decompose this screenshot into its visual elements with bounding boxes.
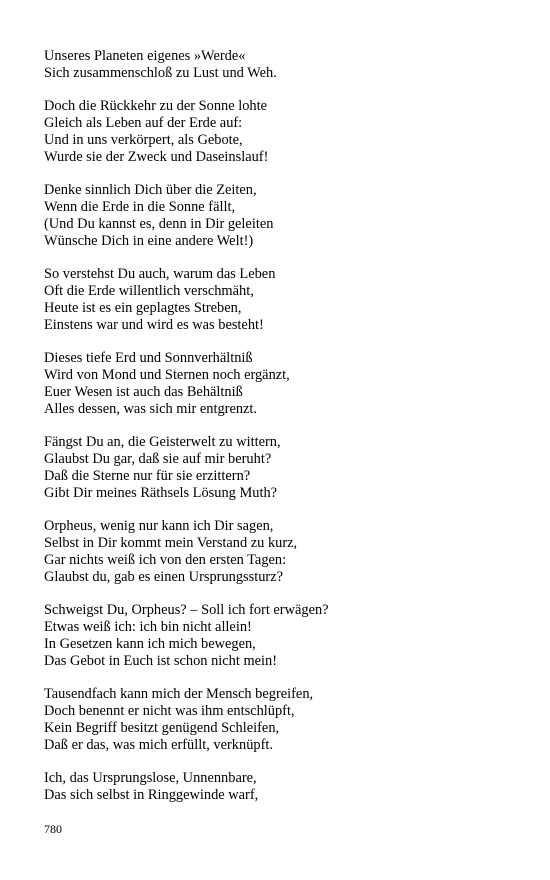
verse-line: Das sich selbst in Ringgewinde warf,	[44, 787, 259, 803]
verse-line: Heute ist es ein geplagtes Streben,	[44, 300, 242, 316]
stanza-9	[44, 686, 504, 754]
verse-line: Ich, das Ursprungslose, Unnennbare,	[44, 770, 257, 786]
stanza-5	[44, 350, 504, 418]
stanza-3	[44, 182, 504, 250]
verse-line: Kein Begriff besitzt genügend Schleifen,	[44, 720, 280, 736]
verse-line: Gar nichts weiß ich von den ersten Tagen:	[44, 552, 287, 568]
stanza-6	[44, 434, 504, 502]
stanza-2	[44, 98, 504, 166]
stanza-1	[44, 48, 504, 82]
verse-line: Unseres Planeten eigenes »Werde«	[44, 48, 246, 64]
verse-line: Sich zusammenschloß zu Lust und Weh.	[44, 65, 277, 81]
verse-line: Denke sinnlich Dich über die Zeiten,	[44, 182, 257, 198]
verse-line: Glaubst du, gab es einen Ursprungssturz?	[44, 569, 283, 585]
stanza-8	[44, 602, 504, 670]
verse-line: Alles dessen, was sich mir entgrenzt.	[44, 401, 258, 417]
verse-line: So verstehst Du auch, warum das Leben	[44, 266, 276, 282]
verse-line: Und in uns verkörpert, als Gebote,	[44, 132, 243, 148]
stanza-10	[44, 770, 504, 804]
verse-line: Euer Wesen ist auch das Behältniß	[44, 384, 243, 400]
verse-line: In Gesetzen kann ich mich bewegen,	[44, 636, 256, 652]
verse-line: Selbst in Dir kommt mein Verstand zu kurz,	[44, 535, 298, 551]
verse-line: Doch die Rückkehr zu der Sonne lohte	[44, 98, 267, 114]
verse-line: Dieses tiefe Erd und Sonnverhältniß	[44, 350, 253, 366]
verse-line: Glaubst Du gar, daß sie auf mir beruht?	[44, 451, 272, 467]
verse-line: Tausendfach kann mich der Mensch begreifen,	[44, 686, 314, 702]
stanza-4	[44, 266, 504, 334]
verse-line: Doch benennt er nicht was ihm entschlüpft,	[44, 703, 295, 719]
verse-line: Wurde sie der Zweck und Daseinslauf!	[44, 149, 269, 165]
verse-line: Wenn die Erde in die Sonne fällt,	[44, 199, 236, 215]
verse-line: Schweigst Du, Orpheus? – Soll ich fort erwägen?	[44, 602, 329, 618]
verse-line: Wünsche Dich in eine andere Welt!)	[44, 233, 254, 249]
stanza-7	[44, 518, 504, 586]
verse-line: Einstens war und wird es was besteht!	[44, 317, 264, 333]
verse-line: Etwas weiß ich: ich bin nicht allein!	[44, 619, 252, 635]
verse-line: Orpheus, wenig nur kann ich Dir sagen,	[44, 518, 274, 534]
verse-line: Fängst Du an, die Geisterwelt zu wittern,	[44, 434, 281, 450]
verse-line: Gibt Dir meines Räthsels Lösung Muth?	[44, 485, 278, 501]
poem-text	[44, 48, 504, 820]
verse-line: Das Gebot in Euch ist schon nicht mein!	[44, 653, 278, 669]
verse-line: Daß die Sterne nur für sie erzittern?	[44, 468, 251, 484]
verse-line: Oft die Erde willentlich verschmäht,	[44, 283, 254, 299]
verse-line: Wird von Mond und Sternen noch ergänzt,	[44, 367, 290, 383]
verse-line: Daß er das, was mich erfüllt, verknüpft.	[44, 737, 273, 753]
verse-line: Gleich als Leben auf der Erde auf:	[44, 115, 243, 131]
verse-line: (Und Du kannst es, denn in Dir geleiten	[44, 216, 274, 232]
page-number: 780	[44, 822, 62, 836]
